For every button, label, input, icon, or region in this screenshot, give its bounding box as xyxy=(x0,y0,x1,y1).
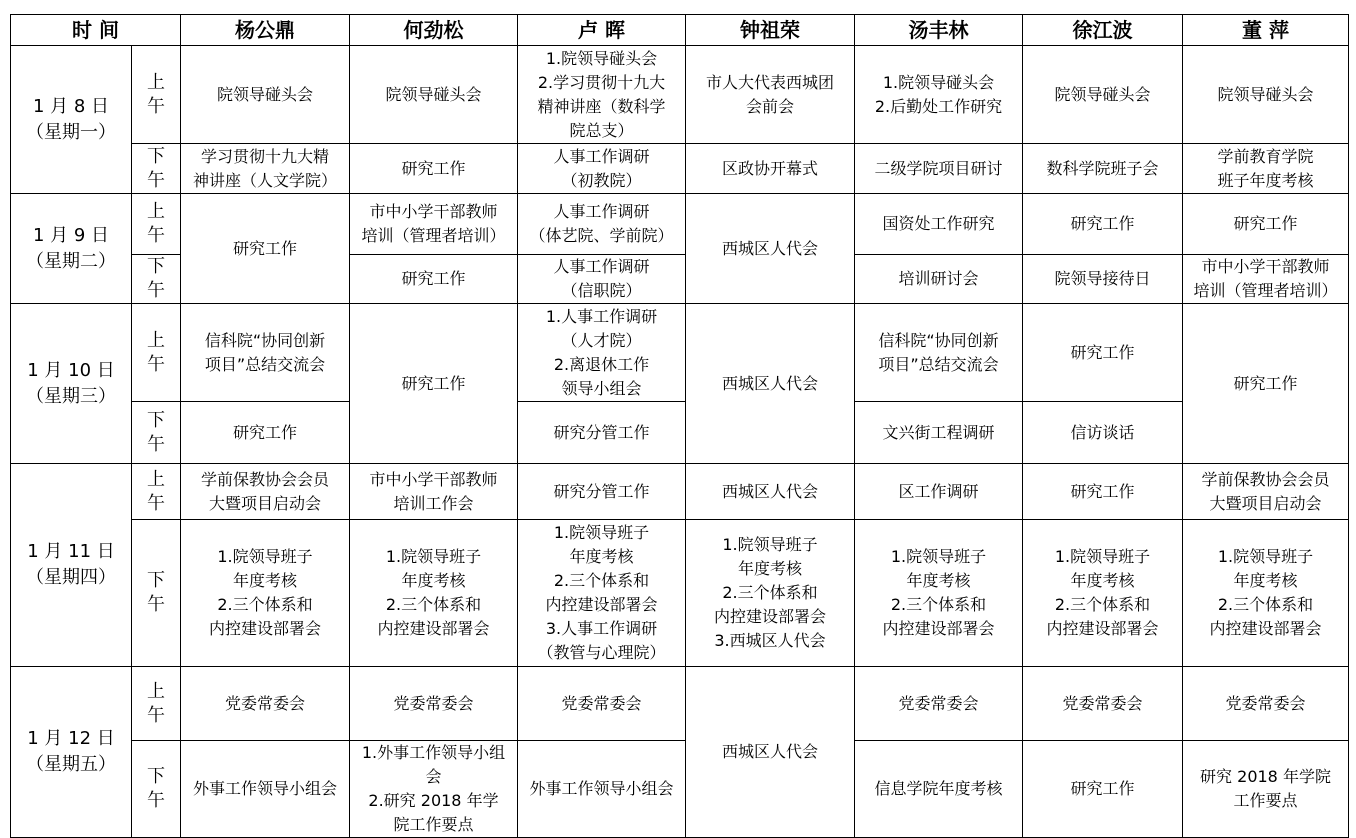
cell-line: 2.后勤处工作研究 xyxy=(874,96,1003,116)
schedule-cell xyxy=(518,520,686,667)
cell-line: 2.三个体系和 xyxy=(890,595,987,614)
schedule-cell xyxy=(855,144,1023,194)
schedule-cell xyxy=(686,464,855,520)
schedule-cell xyxy=(181,46,350,144)
schedule-cell xyxy=(686,46,855,144)
cell-line: 院总支） xyxy=(569,120,634,140)
schedule-cell xyxy=(1023,144,1183,194)
schedule-cell xyxy=(1183,464,1349,520)
cell-line: 西城区人代会 xyxy=(721,481,818,501)
half-char: 午 xyxy=(147,704,165,726)
cell-line: 班子年度考核 xyxy=(1217,170,1314,190)
schedule-cell xyxy=(855,741,1023,838)
date-label: 1 月 11 日 xyxy=(27,541,115,562)
cell-line: （人才院） xyxy=(561,330,642,350)
schedule-cell xyxy=(855,520,1023,667)
schedule-cell xyxy=(181,520,350,667)
half-char: 上 xyxy=(147,468,165,490)
schedule-cell xyxy=(1023,520,1183,667)
cell-line: 3.西城区人代会 xyxy=(714,631,826,650)
person-header: 徐江波 xyxy=(1023,15,1183,46)
pm-label xyxy=(132,255,181,304)
pm-label xyxy=(132,741,181,838)
cell-line: 1.院领导班子 xyxy=(217,547,313,566)
schedule-cell xyxy=(686,304,855,464)
cell-line: 研究工作 xyxy=(1233,214,1298,233)
cell-line: 1.人事工作调研 xyxy=(545,306,658,326)
cell-line: 2.学习贯彻十九大 xyxy=(537,72,666,92)
weekday-label: （星期五） xyxy=(26,754,116,775)
cell-line: 年度考核 xyxy=(906,571,971,590)
schedule-cell xyxy=(1023,741,1183,838)
cell-line: 2.研究 2018 年学 xyxy=(368,791,499,810)
cell-line: 市中小学干部教师 xyxy=(1201,257,1330,276)
cell-line: 年度考核 xyxy=(1070,571,1135,590)
half-char: 午 xyxy=(147,790,165,811)
cell-line: 区政协开幕式 xyxy=(721,158,818,178)
schedule-cell xyxy=(350,144,518,194)
schedule-cell xyxy=(855,255,1023,304)
schedule-cell xyxy=(1023,464,1183,520)
cell-line: 年度考核 xyxy=(401,571,466,590)
cell-line: 1.院领导班子 xyxy=(1054,547,1151,566)
schedule-row xyxy=(11,402,1349,464)
schedule-cell xyxy=(181,144,350,194)
half-char: 上 xyxy=(147,201,165,222)
schedule-cell xyxy=(1183,144,1349,194)
cell-line: 国资处工作研究 xyxy=(882,214,995,233)
cell-line: 年度考核 xyxy=(1233,571,1298,590)
pm-label xyxy=(132,402,181,464)
half-char: 下 xyxy=(147,766,165,787)
schedule-cell xyxy=(855,464,1023,520)
person-header: 卢 晖 xyxy=(518,15,686,46)
cell-line: 市人大代表西城团 xyxy=(705,72,834,92)
cell-line: 研究工作 xyxy=(401,269,466,288)
cell-line: 院领导碰头会 xyxy=(1054,84,1151,104)
cell-line: 1.院领导碰头会 xyxy=(545,48,658,68)
schedule-cell xyxy=(350,304,518,464)
cell-line: （信职院） xyxy=(561,281,642,300)
cell-line: 年度考核 xyxy=(569,547,634,566)
cell-line: 内控建设部署会 xyxy=(377,619,490,638)
schedule-cell xyxy=(1183,667,1349,741)
cell-line: 研究工作 xyxy=(232,422,297,442)
person-header: 杨公鼎 xyxy=(181,15,350,46)
schedule-cell xyxy=(1023,194,1183,255)
cell-line: 信访谈话 xyxy=(1070,422,1135,442)
cell-line: 学前保教协会会员 xyxy=(200,469,329,489)
weekday-label: （星期四） xyxy=(26,567,116,588)
cell-line: 院工作要点 xyxy=(393,815,474,834)
half-char: 上 xyxy=(147,329,165,351)
am-label xyxy=(132,46,181,144)
cell-line: 1.院领导班子 xyxy=(553,523,650,542)
cell-line: 2.三个体系和 xyxy=(722,583,818,602)
cell-line: 西城区人代会 xyxy=(721,742,818,761)
schedule-cell xyxy=(1183,741,1349,838)
date-cell xyxy=(11,464,132,667)
schedule-cell xyxy=(518,667,686,741)
cell-line: 2.三个体系和 xyxy=(553,571,650,590)
half-char: 上 xyxy=(147,680,165,702)
cell-line: 西城区人代会 xyxy=(721,238,818,258)
schedule-row xyxy=(11,144,1349,194)
schedule-cell xyxy=(518,46,686,144)
cell-line: 人事工作调研 xyxy=(553,257,650,276)
cell-line: 内控建设部署会 xyxy=(208,619,321,638)
cell-line: 神讲座（人文学院） xyxy=(192,170,337,190)
schedule-cell xyxy=(855,402,1023,464)
cell-line: 院领导接待日 xyxy=(1054,269,1151,288)
cell-line: 内控建设部署会 xyxy=(1209,619,1322,638)
half-char: 午 xyxy=(147,280,165,301)
cell-line: 项目”总结交流会 xyxy=(204,354,326,374)
schedule-cell xyxy=(518,741,686,838)
cell-line: 研究工作 xyxy=(232,238,297,258)
schedule-cell xyxy=(350,46,518,144)
half-char: 午 xyxy=(147,594,165,615)
am-label xyxy=(132,194,181,255)
cell-line: 信科院“协同创新 xyxy=(204,330,326,350)
schedule-row xyxy=(11,464,1349,520)
schedule-row xyxy=(11,520,1349,667)
cell-line: 2.三个体系和 xyxy=(1054,595,1151,614)
cell-line: 研究工作 xyxy=(401,158,466,178)
date-cell xyxy=(11,304,132,464)
cell-line: 1.外事工作领导小组会 xyxy=(361,743,506,786)
schedule-cell xyxy=(181,304,350,402)
cell-line: 研究工作 xyxy=(1070,214,1135,233)
schedule-cell xyxy=(686,520,855,667)
pm-label xyxy=(132,144,181,194)
cell-line: 党委常委会 xyxy=(224,693,305,713)
cell-line: 会前会 xyxy=(745,96,794,116)
schedule-cell xyxy=(181,741,350,838)
cell-line: 研究分管工作 xyxy=(553,422,650,442)
am-label xyxy=(132,667,181,741)
cell-line: 工作要点 xyxy=(1233,791,1298,810)
schedule-row xyxy=(11,46,1349,144)
cell-line: 二级学院项目研讨 xyxy=(874,158,1003,178)
schedule-row xyxy=(11,741,1349,838)
date-label: 1 月 8 日 xyxy=(32,95,110,117)
cell-line: （初教院） xyxy=(561,170,642,190)
cell-line: 大暨项目启动会 xyxy=(208,493,321,513)
cell-line: 文兴街工程调研 xyxy=(882,422,995,442)
cell-line: 信科院“协同创新 xyxy=(878,330,999,350)
schedule-cell xyxy=(350,667,518,741)
schedule-cell xyxy=(518,464,686,520)
schedule-cell xyxy=(181,464,350,520)
schedule-cell xyxy=(181,667,350,741)
cell-line: 大暨项目启动会 xyxy=(1209,493,1322,513)
schedule-cell xyxy=(1023,667,1183,741)
cell-line: 3.人事工作调研 xyxy=(545,619,658,638)
schedule-cell xyxy=(350,255,518,304)
half-char: 下 xyxy=(147,145,165,167)
schedule-cell xyxy=(855,194,1023,255)
schedule-cell xyxy=(1183,255,1349,304)
date-cell xyxy=(11,667,132,838)
half-char: 午 xyxy=(147,169,165,191)
person-header: 汤丰林 xyxy=(855,15,1023,46)
schedule-row xyxy=(11,667,1349,741)
half-char: 午 xyxy=(147,225,165,246)
cell-line: 人事工作调研 xyxy=(553,202,650,221)
cell-line: 院领导碰头会 xyxy=(1217,84,1314,104)
cell-line: 年度考核 xyxy=(232,571,297,590)
cell-line: 1.院领导班子 xyxy=(722,535,818,554)
schedule-cell xyxy=(518,304,686,402)
cell-line: 培训工作会 xyxy=(393,493,474,513)
cell-line: 西城区人代会 xyxy=(721,373,818,393)
cell-line: 研究工作 xyxy=(1070,342,1135,362)
cell-line: 外事工作领导小组会 xyxy=(529,779,674,798)
schedule-cell xyxy=(518,402,686,464)
cell-line: 市中小学干部教师 xyxy=(369,469,498,489)
schedule-cell xyxy=(518,194,686,255)
date-cell xyxy=(11,46,132,194)
cell-line: 研究分管工作 xyxy=(553,481,650,501)
schedule-cell xyxy=(1023,402,1183,464)
schedule-cell xyxy=(686,667,855,838)
cell-line: 内控建设部署会 xyxy=(882,619,995,638)
weekly-schedule-table xyxy=(10,14,1349,838)
schedule-cell xyxy=(518,144,686,194)
cell-line: 培训研讨会 xyxy=(898,269,979,288)
cell-line: 数科学院班子会 xyxy=(1046,158,1159,178)
cell-line: 院领导碰头会 xyxy=(385,84,482,104)
cell-line: 党委常委会 xyxy=(393,693,474,713)
cell-line: 1.院领导班子 xyxy=(385,547,482,566)
schedule-row xyxy=(11,304,1349,402)
cell-line: 2.三个体系和 xyxy=(385,595,482,614)
cell-line: 研究工作 xyxy=(1233,373,1298,393)
schedule-cell xyxy=(855,667,1023,741)
am-label xyxy=(132,304,181,402)
schedule-cell xyxy=(181,194,350,304)
cell-line: 1.院领导碰头会 xyxy=(882,72,995,92)
cell-line: 1.院领导班子 xyxy=(1217,547,1314,566)
half-char: 午 xyxy=(147,95,165,117)
schedule-cell xyxy=(1183,46,1349,144)
cell-line: 内控建设部署会 xyxy=(1046,619,1159,638)
cell-line: 研究 2018 年学院 xyxy=(1200,767,1331,786)
cell-line: 市中小学干部教师 xyxy=(369,202,498,221)
cell-line: 党委常委会 xyxy=(561,693,642,713)
person-header: 何劲松 xyxy=(350,15,518,46)
cell-line: 院领导碰头会 xyxy=(216,84,313,104)
person-header: 钟祖荣 xyxy=(686,15,855,46)
cell-line: （教管与心理院） xyxy=(537,643,666,662)
cell-line: 信息学院年度考核 xyxy=(874,779,1003,798)
schedule-cell xyxy=(855,46,1023,144)
cell-line: 内控建设部署会 xyxy=(713,607,826,626)
cell-line: 2.离退休工作 xyxy=(553,354,650,374)
cell-line: 培训（管理者培训） xyxy=(1193,281,1338,300)
half-char: 午 xyxy=(147,433,165,455)
cell-line: 党委常委会 xyxy=(898,693,979,713)
schedule-cell xyxy=(1023,255,1183,304)
schedule-cell xyxy=(1183,194,1349,255)
cell-line: 项目”总结交流会 xyxy=(878,354,999,374)
date-label: 1 月 12 日 xyxy=(27,728,115,749)
half-char: 下 xyxy=(147,409,165,431)
schedule-cell xyxy=(1183,304,1349,464)
schedule-row xyxy=(11,194,1349,255)
pm-label xyxy=(132,520,181,667)
date-label: 1 月 9 日 xyxy=(32,224,110,246)
weekday-label: （星期三） xyxy=(26,385,116,407)
am-label xyxy=(132,464,181,520)
schedule-cell xyxy=(1023,46,1183,144)
schedule-cell xyxy=(350,194,518,255)
cell-line: 2.三个体系和 xyxy=(217,595,313,614)
schedule-cell xyxy=(855,304,1023,402)
cell-line: 研究工作 xyxy=(401,373,466,393)
date-label: 1 月 10 日 xyxy=(27,359,115,381)
schedule-cell xyxy=(350,520,518,667)
cell-line: 2.三个体系和 xyxy=(1217,595,1314,614)
schedule-cell xyxy=(1023,304,1183,402)
cell-line: 学前教育学院 xyxy=(1217,146,1314,166)
person-header: 董 萍 xyxy=(1183,15,1349,46)
weekday-label: （星期一） xyxy=(26,121,116,143)
schedule-cell xyxy=(518,255,686,304)
cell-line: 培训（管理者培训） xyxy=(361,226,506,245)
cell-line: 领导小组会 xyxy=(561,378,642,398)
half-char: 上 xyxy=(147,71,165,93)
cell-line: 人事工作调研 xyxy=(553,146,650,166)
cell-line: 区工作调研 xyxy=(898,481,979,501)
half-char: 下 xyxy=(147,256,165,277)
cell-line: 外事工作领导小组会 xyxy=(192,779,337,798)
cell-line: 内控建设部署会 xyxy=(545,595,658,614)
time-header: 时 间 xyxy=(11,15,181,46)
schedule-cell xyxy=(350,464,518,520)
schedule-cell xyxy=(686,144,855,194)
cell-line: 研究工作 xyxy=(1070,481,1135,501)
schedule-cell xyxy=(350,741,518,838)
cell-line: 学前保教协会会员 xyxy=(1201,469,1330,489)
cell-line: 精神讲座（数科学 xyxy=(537,96,666,116)
schedule-cell xyxy=(181,402,350,464)
half-char: 午 xyxy=(147,353,165,375)
schedule-cell xyxy=(1183,520,1349,667)
weekday-label: （星期二） xyxy=(26,250,116,272)
cell-line: 1.院领导班子 xyxy=(890,547,987,566)
cell-line: 学习贯彻十九大精 xyxy=(200,146,329,166)
cell-line: 研究工作 xyxy=(1070,779,1135,798)
date-cell xyxy=(11,194,132,304)
header-row xyxy=(11,15,1349,46)
schedule-cell xyxy=(686,194,855,304)
half-char: 午 xyxy=(147,492,165,514)
cell-line: （体艺院、学前院） xyxy=(529,226,674,245)
cell-line: 党委常委会 xyxy=(1225,693,1306,713)
half-char: 下 xyxy=(147,570,165,591)
cell-line: 党委常委会 xyxy=(1062,693,1143,713)
cell-line: 年度考核 xyxy=(737,559,802,578)
